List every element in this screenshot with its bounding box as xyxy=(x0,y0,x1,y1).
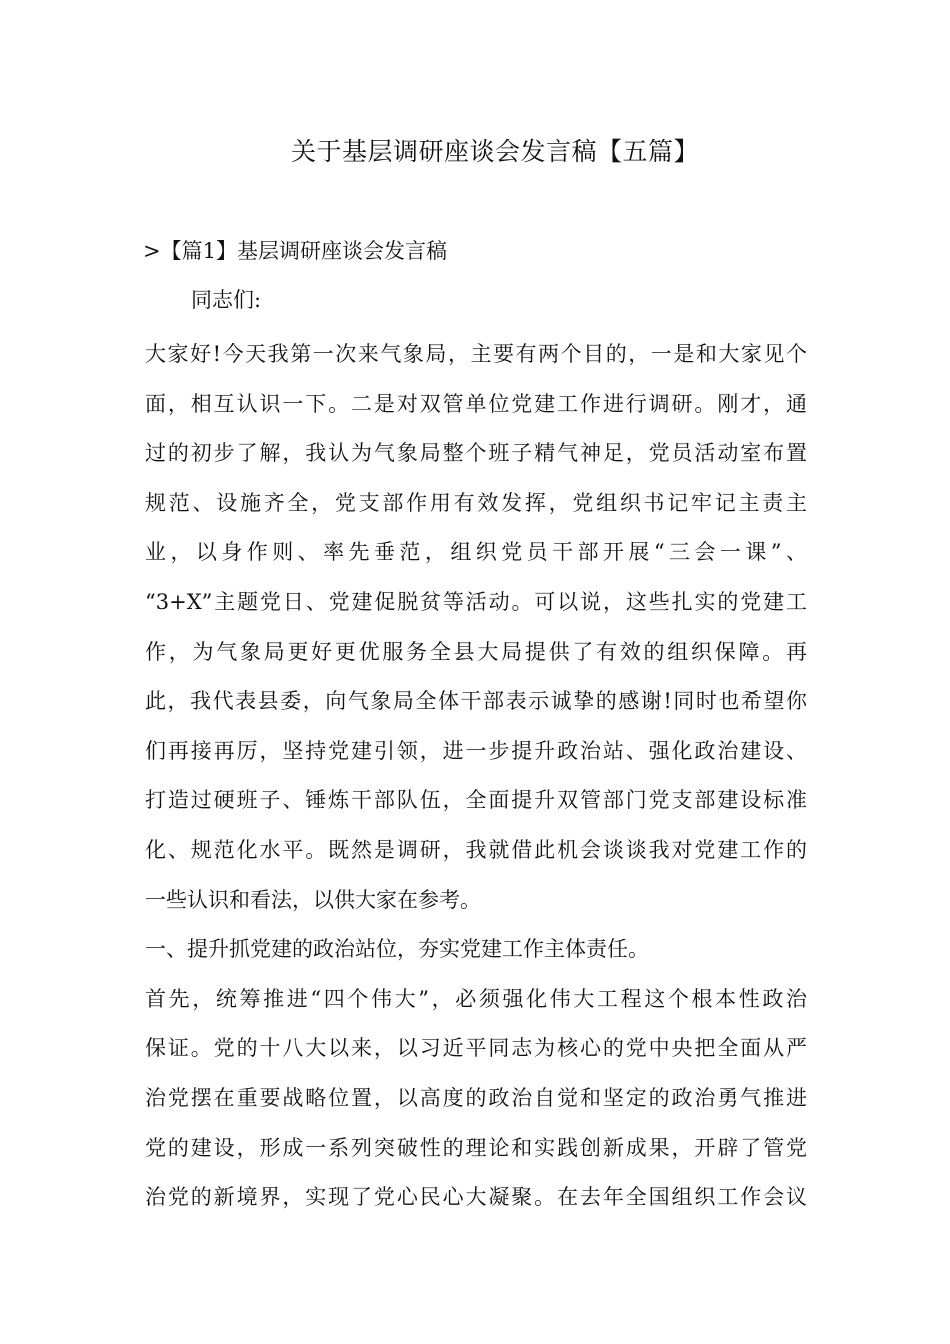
text-line: 打造过硬班子、锤炼干部队伍，全面提升双管部门党支部建设标准 xyxy=(145,788,807,813)
text-line: 治党的新境界，实现了党心民心大凝聚。在去年全国组织工作会议 xyxy=(145,1185,807,1210)
text-line: 化、规范化水平。既然是调研，我就借此机会谈谈我对党建工作的 xyxy=(145,837,807,862)
section-heading: >【篇1】基层调研座谈会发言稿 xyxy=(143,239,447,263)
text-line: 大家好!今天我第一次来气象局，主要有两个目的，一是和大家见个 xyxy=(145,342,807,366)
greeting-text: 同志们: xyxy=(191,288,262,312)
text-line: 治党摆在重要战略位置，以高度的政治自觉和坚定的政治勇气推进 xyxy=(145,1085,807,1110)
text-line: 业，以身作则、率先垂范，组织党员干部开展“三会一课”、 xyxy=(145,540,807,565)
text-line: 首先，统筹推进“四个伟大”，必须强化伟大工程这个根本性政治 xyxy=(145,986,807,1011)
text-line: 过的初步了解，我认为气象局整个班子精气神足，党员活动室布置 xyxy=(145,441,807,466)
text-line: 一些认识和看法，以供大家在参考。 xyxy=(145,887,481,912)
text-line: 规范、设施齐全，党支部作用有效发挥，党组织书记牢记主责主 xyxy=(145,490,807,515)
text-line: 们再接再厉，坚持党建引领，进一步提升政治站、强化政治建设、 xyxy=(145,738,807,763)
text-line: 面，相互认识一下。二是对双管单位党建工作进行调研。刚才，通 xyxy=(145,391,807,416)
text-line: 党的建设，形成一系列突破性的理论和实践创新成果，开辟了管党 xyxy=(145,1135,807,1160)
document-title: 关于基层调研座谈会发言稿【五篇】 xyxy=(290,137,699,166)
text-line: “3+X”主题党日、党建促脱贫等活动。可以说，这些扎实的党建工 xyxy=(145,589,807,614)
text-line: 保证。党的十八大以来，以习近平同志为核心的党中央把全面从严 xyxy=(145,1036,807,1061)
section-subheading: 一、提升抓党建的政治站位，夯实党建工作主体责任。 xyxy=(145,937,649,962)
text-line: 作，为气象局更好更优服务全县大局提供了有效的组织保障。再 xyxy=(145,639,807,664)
text-line: 此，我代表县委，向气象局全体干部表示诚挚的感谢!同时也希望你 xyxy=(145,689,807,714)
body-text xyxy=(145,330,807,1223)
